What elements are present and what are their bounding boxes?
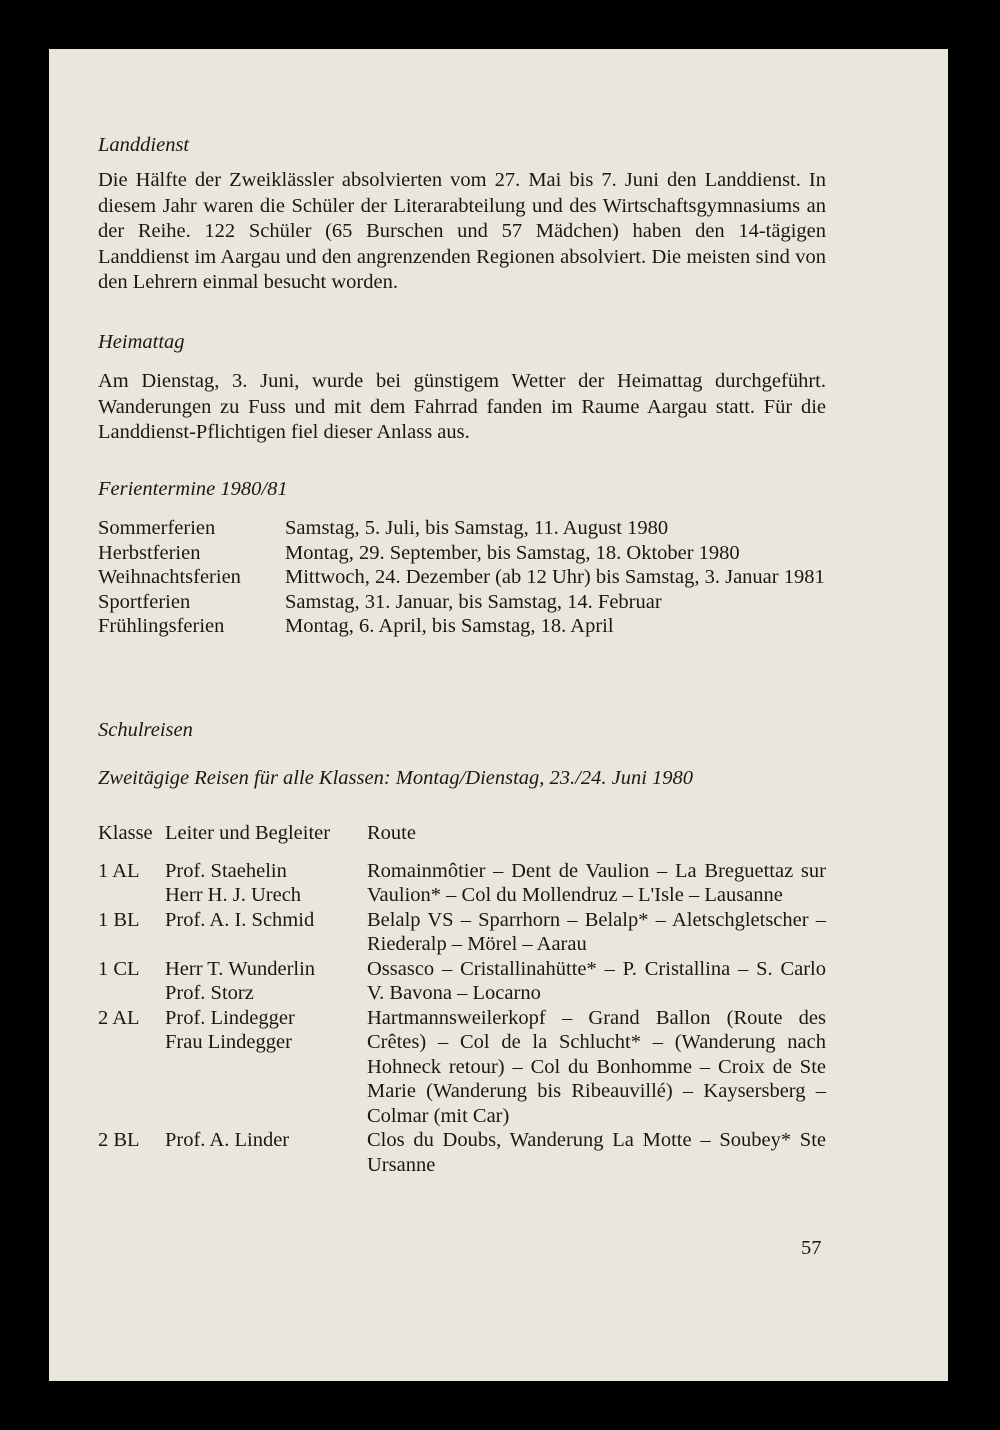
section-heading: Ferientermine 1980/81 xyxy=(98,478,288,500)
leader-name: Prof. Storz xyxy=(165,982,254,1004)
holiday-table xyxy=(98,516,826,639)
leader-name: Herr T. Wunderlin xyxy=(165,957,316,980)
table-row xyxy=(98,908,826,957)
page-number: 57 xyxy=(801,1237,822,1259)
holiday-name: Sportferien xyxy=(98,590,191,613)
trips-table xyxy=(98,821,826,1177)
holiday-dates: Montag, 29. September, bis Samstag, 18. Oktober 1980 xyxy=(285,541,740,564)
cell-route: Hartmannsweilerkopf – Grand Ballon (Route des Crêtes) – Col de la Schlucht* – (Wanderung nach Hohneck retour) – Col du Bonhomme – Croix de Ste Marie (Wanderung bis Ribeauvillé) – Kaysersberg – Colmar (mit Car) xyxy=(367,1006,826,1127)
holiday-row xyxy=(98,565,826,590)
holiday-name: Sommerferien xyxy=(98,517,216,539)
section-heading: Schulreisen xyxy=(98,719,193,741)
section-text: Die Hälfte der Zweiklässler absolvierten vom 27. Mai bis 7. Juni den Landdienst. In diesem Jahr waren die Schüler der Literarabteilung und des Wirtschaftsgymnasiums an der Reihe. 122 Schüler (65 Burschen und 57 Mädchen) haben den 14-tägigen Landdienst im Aargau und den angrenzenden Regionen absolviert. Die meisten sind von den Lehrern einmal besucht worden. xyxy=(98,169,826,293)
holiday-row xyxy=(98,516,826,541)
table-row xyxy=(98,1128,826,1177)
holiday-dates: Samstag, 31. Januar, bis Samstag, 14. Februar xyxy=(285,590,662,613)
cell-klasse: 1 CL xyxy=(98,957,140,980)
leader-name: Prof. Staehelin xyxy=(165,859,287,882)
holiday-dates: Montag, 6. April, bis Samstag, 18. April xyxy=(285,615,614,637)
section-text: Am Dienstag, 3. Juni, wurde bei günstigem Wetter der Heimattag durchgeführt. Wanderungen zu Fuss und mit dem Fahrrad fanden im Raume Aargau statt. Für die Landdienst-Pflichtigen fiel dieser Anlass aus. xyxy=(98,370,826,443)
header-klasse: Klasse xyxy=(98,822,153,844)
holiday-row xyxy=(98,541,826,566)
section-subheading: Zweitägige Reisen für alle Klassen: Montag/Dienstag, 23./24. Juni 1980 xyxy=(98,767,694,789)
cell-klasse: 1 BL xyxy=(98,908,140,931)
cell-leiter xyxy=(165,1006,367,1129)
section-ferientermine xyxy=(98,476,826,639)
holiday-row xyxy=(98,590,826,615)
section-heading: Heimattag xyxy=(98,331,185,353)
section-landdienst xyxy=(98,132,826,296)
cell-leiter xyxy=(165,957,367,1006)
cell-leiter xyxy=(165,1128,367,1177)
cell-klasse: 2 BL xyxy=(98,1129,140,1151)
cell-route: Belalp VS – Sparrhorn – Belalp* – Aletschgletscher – Riederalp – Mörel – Aarau xyxy=(367,908,826,955)
holiday-row xyxy=(98,614,826,639)
cell-klasse: 1 AL xyxy=(98,859,140,882)
header-route: Route xyxy=(367,822,416,844)
holiday-name: Frühlingsferien xyxy=(98,615,225,637)
leader-name: Prof. A. I. Schmid xyxy=(165,908,315,931)
cell-klasse: 2 AL xyxy=(98,1006,140,1029)
holiday-name: Weihnachtsferien xyxy=(98,566,241,588)
leader-name: Prof. Lindegger xyxy=(165,1006,295,1029)
document-page xyxy=(49,49,948,1381)
cell-route: Romainmôtier – Dent de Vaulion – La Breguettaz sur Vaulion* – Col du Mollendruz – L'Isle – Lausanne xyxy=(367,859,826,906)
leader-name: Frau Lindegger xyxy=(165,1031,292,1053)
cell-route: Ossasco – Cristallinahütte* – P. Cristallina – S. Carlo V. Bavona – Locarno xyxy=(367,957,826,1004)
section-heading: Landdienst xyxy=(98,134,190,156)
cell-leiter xyxy=(165,908,367,957)
table-header xyxy=(98,821,826,846)
cell-leiter xyxy=(165,859,367,908)
leader-name: Prof. A. Linder xyxy=(165,1129,290,1151)
table-row xyxy=(98,957,826,1006)
holiday-name: Herbstferien xyxy=(98,541,201,564)
section-heimattag xyxy=(98,329,826,446)
table-row xyxy=(98,859,826,908)
table-row xyxy=(98,1006,826,1129)
holiday-dates: Mittwoch, 24. Dezember (ab 12 Uhr) bis Samstag, 3. Januar 1981 xyxy=(285,566,825,588)
section-schulreisen xyxy=(98,717,826,1177)
header-leiter: Leiter und Begleiter xyxy=(165,822,331,844)
leader-name: Herr H. J. Urech xyxy=(165,884,302,906)
holiday-dates: Samstag, 5. Juli, bis Samstag, 11. August 1980 xyxy=(285,517,669,539)
cell-route: Clos du Doubs, Wanderung La Motte – Soubey* Ste Ursanne xyxy=(367,1129,826,1176)
